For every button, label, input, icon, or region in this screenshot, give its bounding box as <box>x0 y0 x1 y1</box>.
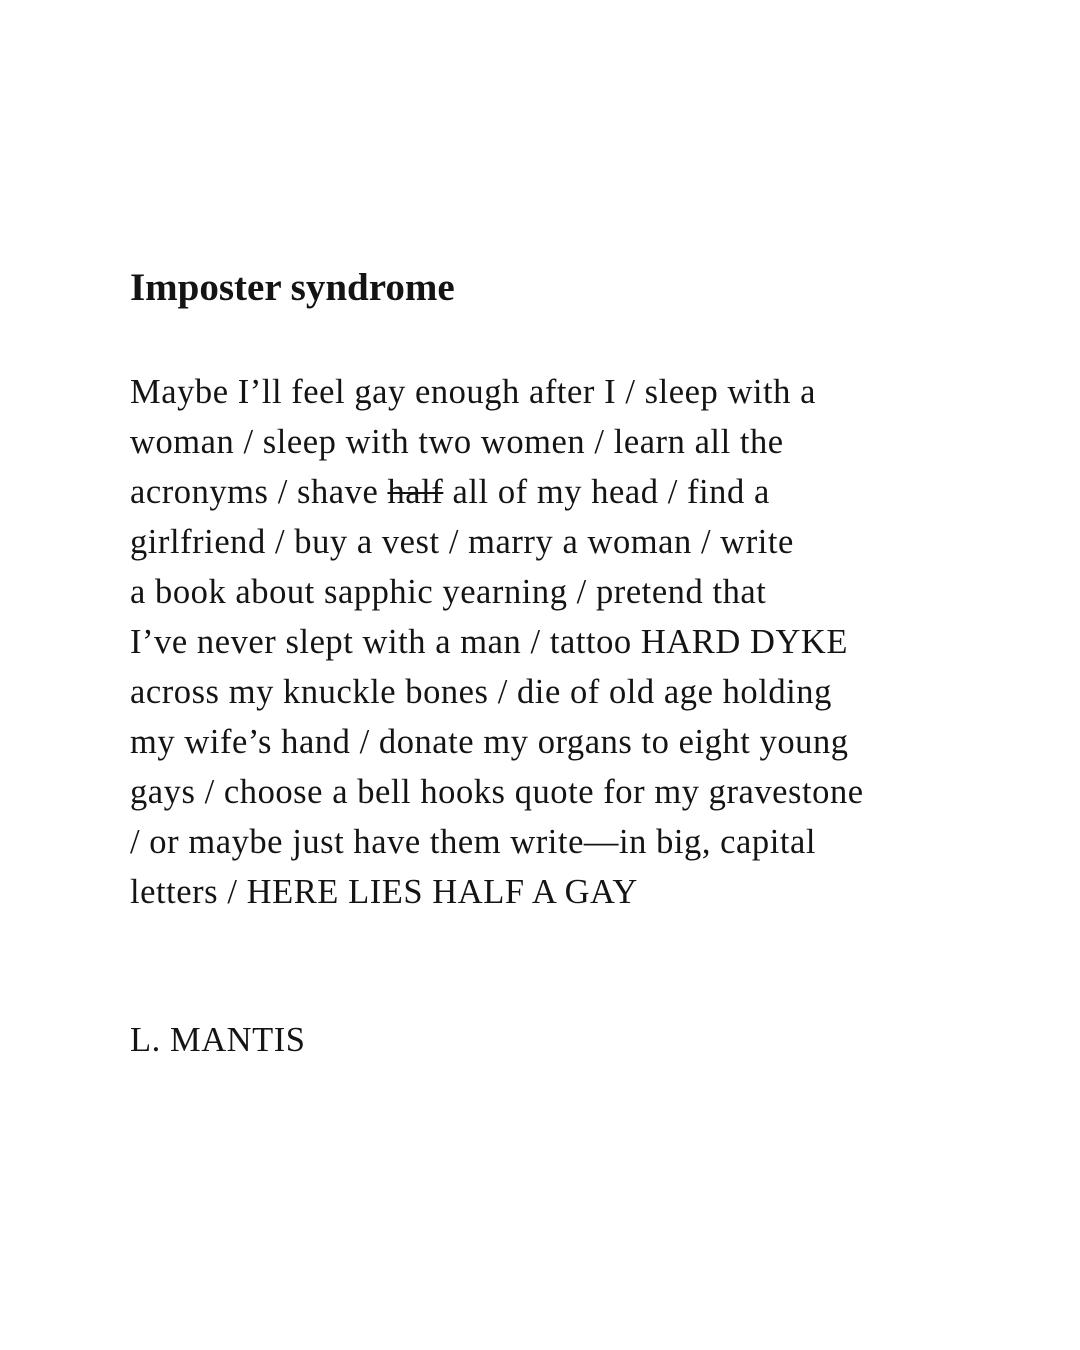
poem-line-text: acronyms / shave <box>130 473 388 511</box>
poem-line: I’ve never slept with a man / tattoo HARD DYKE <box>130 623 849 661</box>
struck-word: half <box>387 473 444 511</box>
poem-line: across my knuckle bones / die of old age holding <box>130 673 832 711</box>
poem-line: girlfriend / buy a vest / marry a woman / write <box>130 523 794 561</box>
author-name: L. MANTIS <box>130 1021 306 1059</box>
poem-line: / or maybe just have them write—in big, capital <box>130 823 816 861</box>
poem-line-text: all of my head / find a <box>443 473 770 511</box>
poem-line: Maybe I’ll feel gay enough after I / sleep with a <box>130 373 817 411</box>
poem-line: letters / HERE LIES HALF A GAY <box>130 873 638 911</box>
poem-line: gays / choose a bell hooks quote for my gravestone <box>130 773 864 811</box>
poem-body <box>130 367 1030 917</box>
poem-line <box>130 467 1030 517</box>
poem-line: my wife’s hand / donate my organs to eight young <box>130 723 849 761</box>
poem-line: woman / sleep with two women / learn all the <box>130 423 784 461</box>
poem-line: a book about sapphic yearning / pretend that <box>130 573 767 611</box>
poem-title: Imposter syndrome <box>130 266 455 309</box>
